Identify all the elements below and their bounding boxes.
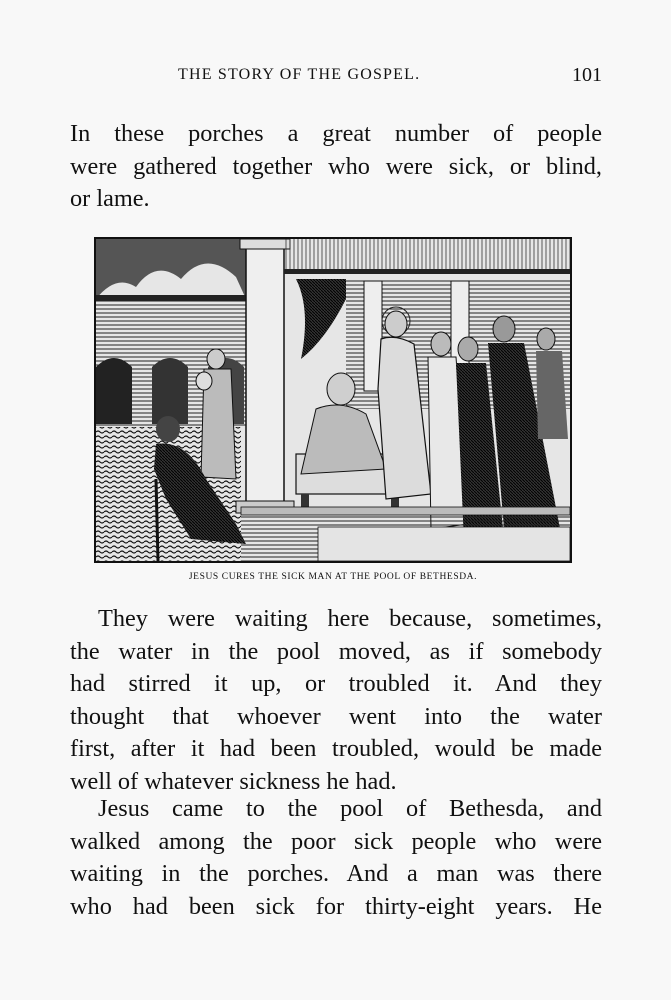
- text-line: the water in the pool moved, as if somebody: [70, 637, 602, 665]
- running-head: THE STORY OF THE GOSPEL.: [178, 66, 421, 83]
- paragraph-2: [70, 603, 602, 799]
- text-line: They were waiting here because, sometimes,: [98, 605, 602, 632]
- text-line: Jesus came to the pool of Bethesda, and: [98, 795, 602, 822]
- paragraph-3: [70, 793, 602, 923]
- text-line: waiting in the porches. And a man was there: [70, 860, 602, 888]
- paragraph-1: [70, 118, 602, 216]
- page-number: 101: [572, 64, 602, 86]
- engraving-illustration: [94, 237, 572, 563]
- figure-caption: JESUS CURES THE SICK MAN AT THE POOL OF BETHESDA.: [188, 572, 478, 582]
- text-line: well of whatever sickness he had.: [70, 767, 397, 795]
- text-line: walked among the poor sick people who were: [70, 827, 602, 855]
- text-line: In these porches a great number of people: [70, 120, 602, 147]
- text-line: first, after it had been troubled, would be made: [70, 735, 602, 763]
- engraving-picture: [96, 239, 570, 561]
- page-header: [72, 62, 602, 92]
- text-line: thought that whoever went into the water: [70, 702, 602, 730]
- text-line: who had been sick for thirty-eight years. He: [70, 892, 602, 920]
- text-line: were gathered together who were sick, or blind,: [70, 152, 602, 180]
- text-line: had stirred it up, or troubled it. And they: [70, 670, 602, 698]
- text-line: or lame.: [70, 185, 150, 213]
